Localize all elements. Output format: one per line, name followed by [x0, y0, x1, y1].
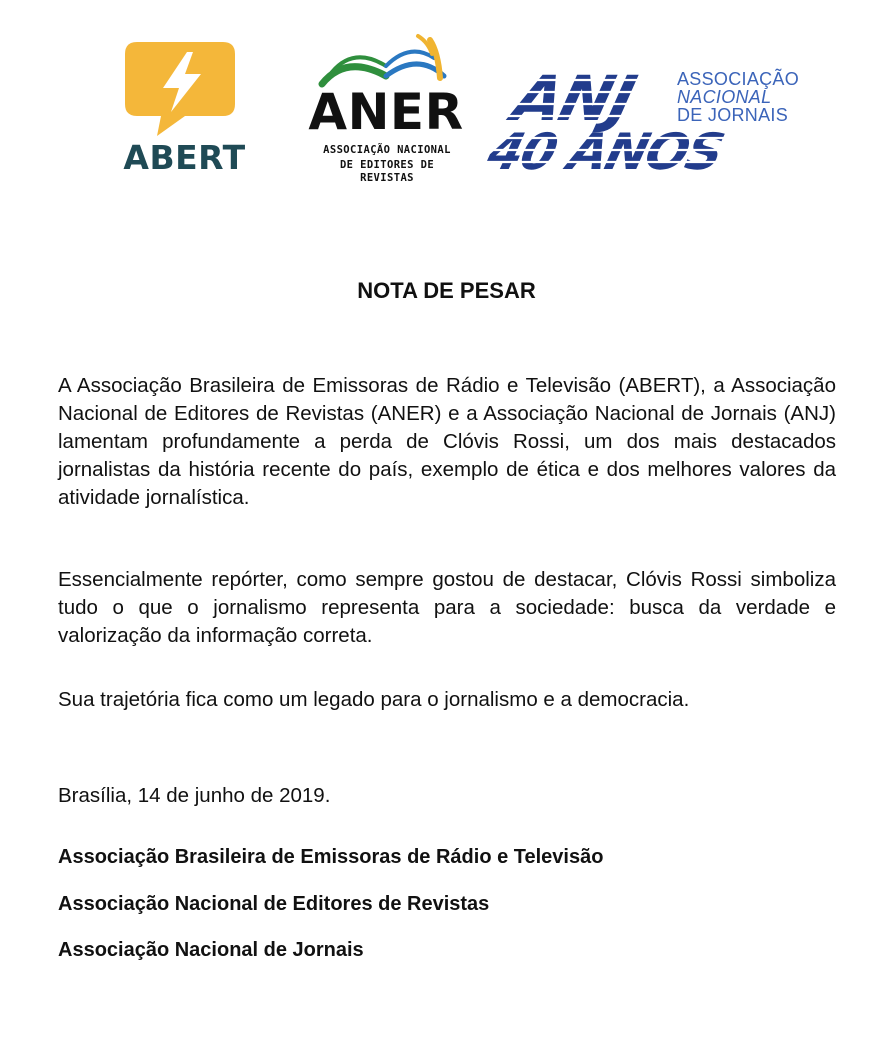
aner-subtitle-line1: ASSOCIAÇÃO NACIONAL — [323, 144, 451, 156]
document-date: Brasília, 14 de junho de 2019. — [58, 784, 331, 807]
aner-wordmark: ANER — [308, 83, 464, 141]
paragraph-2: Essencialmente repórter, como sempre gostou de destacar, Clóvis Rossi simboliza tudo o que o jornalismo representa para a sociedade: busca da verdade e valorização da informação correta. — [58, 568, 836, 647]
anj-anniversary: 40 ANOS — [481, 123, 729, 181]
anj-subtitle-line2: NACIONAL — [677, 87, 772, 107]
signatory-anj: Associação Nacional de Jornais — [58, 939, 364, 961]
document-title: NOTA DE PESAR — [357, 278, 536, 303]
anj-subtitle-line1: ASSOCIAÇÃO — [677, 69, 800, 89]
anj-wordmark: ANJ — [506, 62, 642, 135]
lightning-bolt-speech-bubble-icon — [117, 38, 252, 138]
paragraph-1: A Associação Brasileira de Emissoras de Rádio e Televisão (ABERT), a Associação Nacional de Editores de Revistas (ANER) e a Associação Nacional de Jornais (ANJ) lamentam profundamente a perda de Clóvis Rossi, um dos mais destacados jornalistas da história recente do país, exemplo de ética e dos melhores valores da atividade jornalística. — [58, 374, 836, 509]
signatory-aner: Associação Nacional de Editores de Revistas — [58, 893, 490, 915]
aner-subtitle-line2: DE EDITORES DE REVISTAS — [339, 159, 435, 184]
anj-subtitle-line3: DE JORNAIS — [677, 105, 789, 125]
paragraph-3: Sua trajetória fica como um legado para o jornalismo e a democracia. — [58, 688, 690, 711]
abert-logo — [117, 38, 252, 178]
abert-wordmark: ABERT — [123, 138, 246, 177]
signatory-abert: Associação Brasileira de Emissoras de Rádio e Televisão — [58, 846, 604, 868]
logos-header — [0, 30, 893, 190]
aner-logo — [306, 32, 466, 182]
anj-logo — [481, 62, 805, 188]
